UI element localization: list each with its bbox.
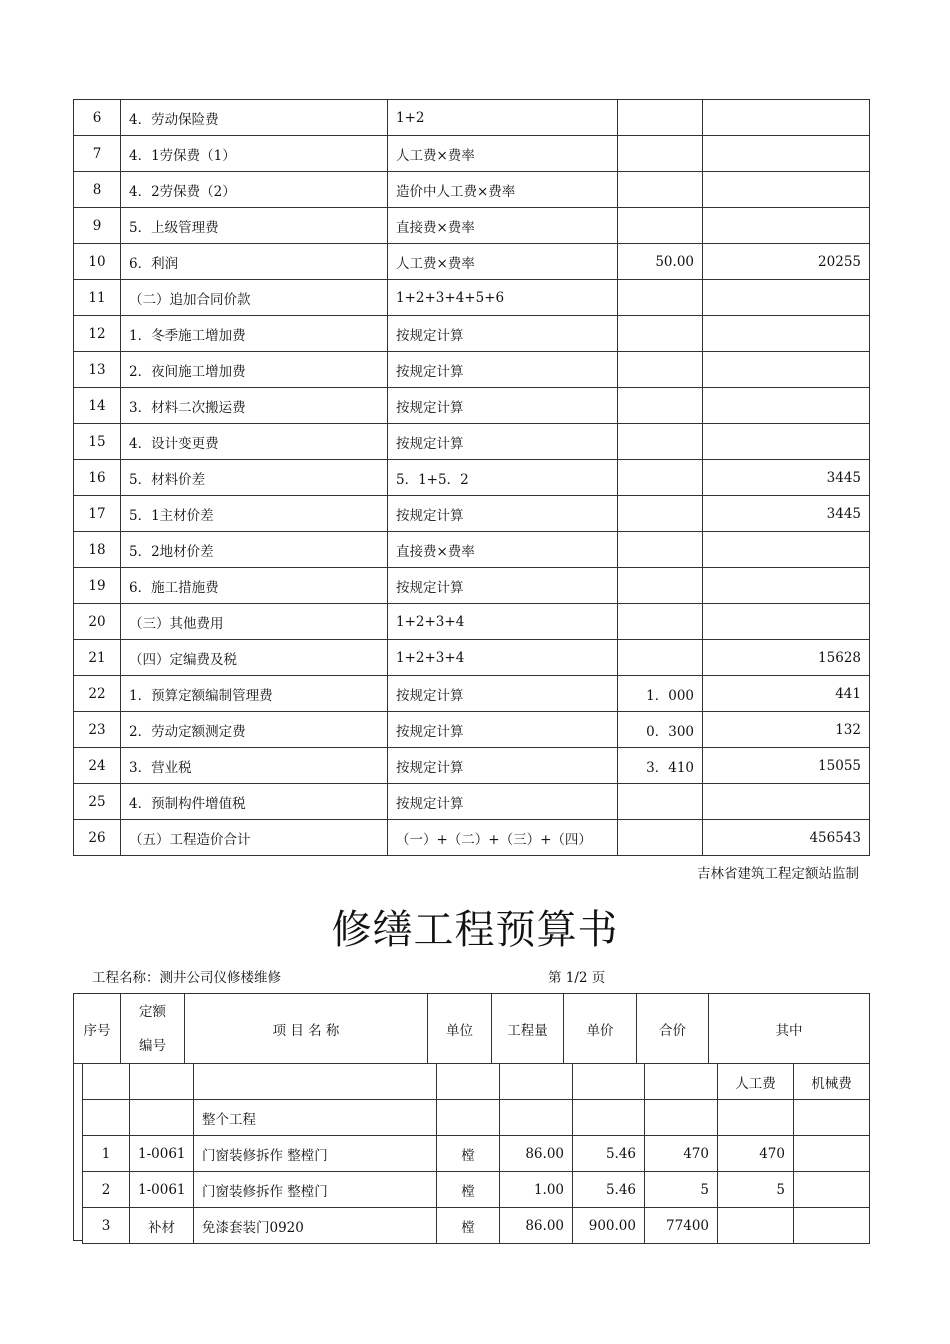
empty-cell — [437, 1064, 500, 1100]
header-among: 其中 — [709, 994, 870, 1064]
fee-row-formula: 人工费×费率 — [388, 136, 618, 172]
fee-row-number: 19 — [74, 568, 121, 604]
detail-row — [83, 1208, 870, 1244]
fee-row-rate: 50.00 — [618, 244, 703, 280]
fee-row — [74, 460, 870, 496]
fee-row-rate — [618, 100, 703, 136]
subheader-row — [83, 1064, 870, 1100]
fee-row-amount — [703, 568, 870, 604]
fee-row — [74, 676, 870, 712]
fee-row-number: 22 — [74, 676, 121, 712]
fee-row-rate: 0．300 — [618, 712, 703, 748]
fee-row — [74, 208, 870, 244]
fee-row-number: 12 — [74, 316, 121, 352]
detail-row-quantity: 86.00 — [500, 1136, 573, 1172]
fee-row-formula: 1+2+3+4 — [388, 604, 618, 640]
fee-row-name: 4．劳动保险费 — [121, 100, 388, 136]
detail-row-machine — [794, 1136, 870, 1172]
detail-row-price: 5.46 — [573, 1136, 645, 1172]
fee-row-rate — [618, 388, 703, 424]
header-quota-code — [121, 994, 185, 1064]
empty-cell — [645, 1064, 718, 1100]
fee-row-amount — [703, 532, 870, 568]
fee-row-amount — [703, 208, 870, 244]
fee-row-formula: （一）+（二）+（三）+（四） — [388, 820, 618, 856]
empty-cell — [130, 1064, 194, 1100]
detail-row-machine — [794, 1208, 870, 1244]
fee-row-amount — [703, 352, 870, 388]
budget-header-table — [73, 993, 870, 1064]
detail-row — [83, 1172, 870, 1208]
fee-row-rate — [618, 568, 703, 604]
fee-row — [74, 244, 870, 280]
fee-row-name: 5．材料价差 — [121, 460, 388, 496]
supervisor-note: 吉林省建筑工程定额站监制 — [697, 866, 859, 882]
detail-row-labor: 470 — [718, 1136, 794, 1172]
empty-cell — [130, 1100, 194, 1136]
fee-row-formula: 5．1+5．2 — [388, 460, 618, 496]
detail-row-number: 3 — [83, 1208, 130, 1244]
empty-cell — [794, 1100, 870, 1136]
fee-row-name: 4．2劳保费（2） — [121, 172, 388, 208]
fee-row-name: 4．设计变更费 — [121, 424, 388, 460]
fee-row-name: 2．劳动定额测定费 — [121, 712, 388, 748]
fee-row-number: 16 — [74, 460, 121, 496]
fee-row-amount — [703, 784, 870, 820]
fee-row-amount: 20255 — [703, 244, 870, 280]
detail-row-name: 免漆套装门0920 — [194, 1208, 437, 1244]
fee-row — [74, 100, 870, 136]
fee-row-rate — [618, 532, 703, 568]
fee-summary-table — [73, 99, 870, 856]
fee-row-rate: 3．410 — [618, 748, 703, 784]
fee-row-amount — [703, 388, 870, 424]
fee-row-name: （三）其他费用 — [121, 604, 388, 640]
fee-row-amount — [703, 280, 870, 316]
header-total: 合价 — [637, 994, 709, 1064]
fee-row-name: 5．2地材价差 — [121, 532, 388, 568]
fee-row-rate — [618, 460, 703, 496]
document-title: 修缮工程预算书 — [331, 907, 619, 953]
fee-row — [74, 820, 870, 856]
fee-row-amount — [703, 604, 870, 640]
fee-row-amount — [703, 424, 870, 460]
fee-row-amount — [703, 136, 870, 172]
fee-row-formula: 按规定计算 — [388, 388, 618, 424]
detail-row-unit: 樘 — [437, 1208, 500, 1244]
fee-row-rate — [618, 820, 703, 856]
detail-row-unit: 樘 — [437, 1172, 500, 1208]
fee-row-name: （五）工程造价合计 — [121, 820, 388, 856]
fee-row-rate — [618, 604, 703, 640]
budget-detail-table — [82, 1063, 870, 1244]
fee-row-name: （二）追加合同价款 — [121, 280, 388, 316]
fee-row — [74, 424, 870, 460]
fee-row-name: 4．预制构件增值税 — [121, 784, 388, 820]
fee-row-number: 6 — [74, 100, 121, 136]
fee-row-number: 23 — [74, 712, 121, 748]
detail-row-quantity: 86.00 — [500, 1208, 573, 1244]
empty-cell — [83, 1064, 130, 1100]
fee-row-number: 10 — [74, 244, 121, 280]
fee-row-rate — [618, 424, 703, 460]
fee-row-number: 15 — [74, 424, 121, 460]
fee-row-formula: 造价中人工费×费率 — [388, 172, 618, 208]
detail-row-total: 470 — [645, 1136, 718, 1172]
detail-row-name: 门窗装修拆作 整樘门 — [194, 1136, 437, 1172]
header-labor: 人工费 — [718, 1064, 794, 1100]
detail-row-labor: 5 — [718, 1172, 794, 1208]
fee-row-name: 1．预算定额编制管理费 — [121, 676, 388, 712]
fee-row-amount — [703, 172, 870, 208]
fee-row-amount: 3445 — [703, 496, 870, 532]
fee-row-amount: 15628 — [703, 640, 870, 676]
detail-row-machine — [794, 1172, 870, 1208]
fee-row-rate — [618, 172, 703, 208]
fee-row — [74, 136, 870, 172]
detail-row-total: 77400 — [645, 1208, 718, 1244]
fee-row-rate — [618, 136, 703, 172]
detail-row-code: 1-0061 — [130, 1172, 194, 1208]
fee-row-rate — [618, 280, 703, 316]
fee-row-amount: 456543 — [703, 820, 870, 856]
detail-row-price: 5.46 — [573, 1172, 645, 1208]
fee-row — [74, 568, 870, 604]
fee-row-name: 3．材料二次搬运费 — [121, 388, 388, 424]
header-machine: 机械费 — [794, 1064, 870, 1100]
detail-row — [83, 1136, 870, 1172]
fee-row-number: 11 — [74, 280, 121, 316]
budget-detail-body — [83, 1064, 870, 1244]
fee-row — [74, 172, 870, 208]
fee-row-name: 3．营业税 — [121, 748, 388, 784]
fee-row-name: 5．上级管理费 — [121, 208, 388, 244]
detail-row-code: 1-0061 — [130, 1136, 194, 1172]
fee-row — [74, 712, 870, 748]
table-left-edge — [73, 1063, 74, 1241]
header-quantity: 工程量 — [492, 994, 564, 1064]
fee-row-amount — [703, 100, 870, 136]
fee-row-formula: 按规定计算 — [388, 748, 618, 784]
fee-row-number: 20 — [74, 604, 121, 640]
fee-row-amount — [703, 316, 870, 352]
fee-row-formula: 按规定计算 — [388, 784, 618, 820]
section-label: 整个工程 — [194, 1100, 437, 1136]
fee-row-name: 6．施工措施费 — [121, 568, 388, 604]
detail-row-unit: 樘 — [437, 1136, 500, 1172]
fee-row-number: 21 — [74, 640, 121, 676]
page-number: 第 1/2 页 — [548, 970, 606, 986]
fee-row-name: 5．1主材价差 — [121, 496, 388, 532]
fee-row — [74, 604, 870, 640]
empty-cell — [437, 1100, 500, 1136]
fee-row-formula: 按规定计算 — [388, 568, 618, 604]
fee-row — [74, 532, 870, 568]
fee-row-formula: 按规定计算 — [388, 496, 618, 532]
fee-row — [74, 280, 870, 316]
fee-row-formula: 直接费×费率 — [388, 532, 618, 568]
fee-row-formula: 按规定计算 — [388, 424, 618, 460]
header-unit-price: 单价 — [564, 994, 637, 1064]
fee-row-formula: 1+2+3+4+5+6 — [388, 280, 618, 316]
project-name: 工程名称：测井公司仪修楼维修 — [92, 970, 281, 986]
detail-row-number: 2 — [83, 1172, 130, 1208]
fee-row-rate — [618, 208, 703, 244]
detail-row-price: 900.00 — [573, 1208, 645, 1244]
fee-row-formula: 1+2+3+4 — [388, 640, 618, 676]
fee-row-amount: 132 — [703, 712, 870, 748]
fee-row-number: 14 — [74, 388, 121, 424]
fee-row — [74, 748, 870, 784]
fee-row-amount: 441 — [703, 676, 870, 712]
fee-row-name: 4．1劳保费（1） — [121, 136, 388, 172]
fee-row — [74, 640, 870, 676]
fee-row-rate: 1．000 — [618, 676, 703, 712]
empty-cell — [500, 1064, 573, 1100]
fee-row-formula: 按规定计算 — [388, 676, 618, 712]
section-row — [83, 1100, 870, 1136]
fee-row-rate — [618, 784, 703, 820]
header-item-name: 项 目 名 称 — [185, 994, 428, 1064]
fee-row — [74, 388, 870, 424]
fee-row-formula: 人工费×费率 — [388, 244, 618, 280]
fee-row-formula: 直接费×费率 — [388, 208, 618, 244]
fee-row-formula: 1+2 — [388, 100, 618, 136]
fee-summary-body — [74, 100, 870, 856]
fee-row-number: 25 — [74, 784, 121, 820]
fee-row-number: 24 — [74, 748, 121, 784]
fee-row-amount: 15055 — [703, 748, 870, 784]
detail-row-number: 1 — [83, 1136, 130, 1172]
fee-row-number: 18 — [74, 532, 121, 568]
detail-row-code: 补材 — [130, 1208, 194, 1244]
header-row — [74, 994, 870, 1064]
detail-row-total: 5 — [645, 1172, 718, 1208]
fee-row-formula: 按规定计算 — [388, 352, 618, 388]
fee-row-number: 17 — [74, 496, 121, 532]
fee-row — [74, 316, 870, 352]
header-unit: 单位 — [428, 994, 492, 1064]
fee-row-formula: 按规定计算 — [388, 712, 618, 748]
fee-row — [74, 496, 870, 532]
empty-cell — [718, 1100, 794, 1136]
fee-row-name: （四）定编费及税 — [121, 640, 388, 676]
fee-row-rate — [618, 496, 703, 532]
fee-row-name: 2．夜间施工增加费 — [121, 352, 388, 388]
fee-row-name: 1．冬季施工增加费 — [121, 316, 388, 352]
empty-cell — [573, 1100, 645, 1136]
fee-row-rate — [618, 316, 703, 352]
fee-row-number: 9 — [74, 208, 121, 244]
header-seq: 序号 — [74, 994, 121, 1064]
detail-row-quantity: 1.00 — [500, 1172, 573, 1208]
fee-row-number: 7 — [74, 136, 121, 172]
fee-row-name: 6．利润 — [121, 244, 388, 280]
detail-row-labor — [718, 1208, 794, 1244]
empty-cell — [194, 1064, 437, 1100]
fee-row — [74, 784, 870, 820]
fee-row-number: 13 — [74, 352, 121, 388]
detail-row-name: 门窗装修拆作 整樘门 — [194, 1172, 437, 1208]
fee-row-number: 26 — [74, 820, 121, 856]
fee-row — [74, 352, 870, 388]
fee-row-number: 8 — [74, 172, 121, 208]
fee-row-rate — [618, 352, 703, 388]
empty-cell — [83, 1100, 130, 1136]
header-quota-line1: 定额 — [139, 1003, 166, 1020]
fee-row-formula: 按规定计算 — [388, 316, 618, 352]
header-quota-line2: 编号 — [139, 1037, 166, 1054]
empty-cell — [500, 1100, 573, 1136]
empty-cell — [645, 1100, 718, 1136]
fee-row-amount: 3445 — [703, 460, 870, 496]
fee-row-rate — [618, 640, 703, 676]
empty-cell — [573, 1064, 645, 1100]
